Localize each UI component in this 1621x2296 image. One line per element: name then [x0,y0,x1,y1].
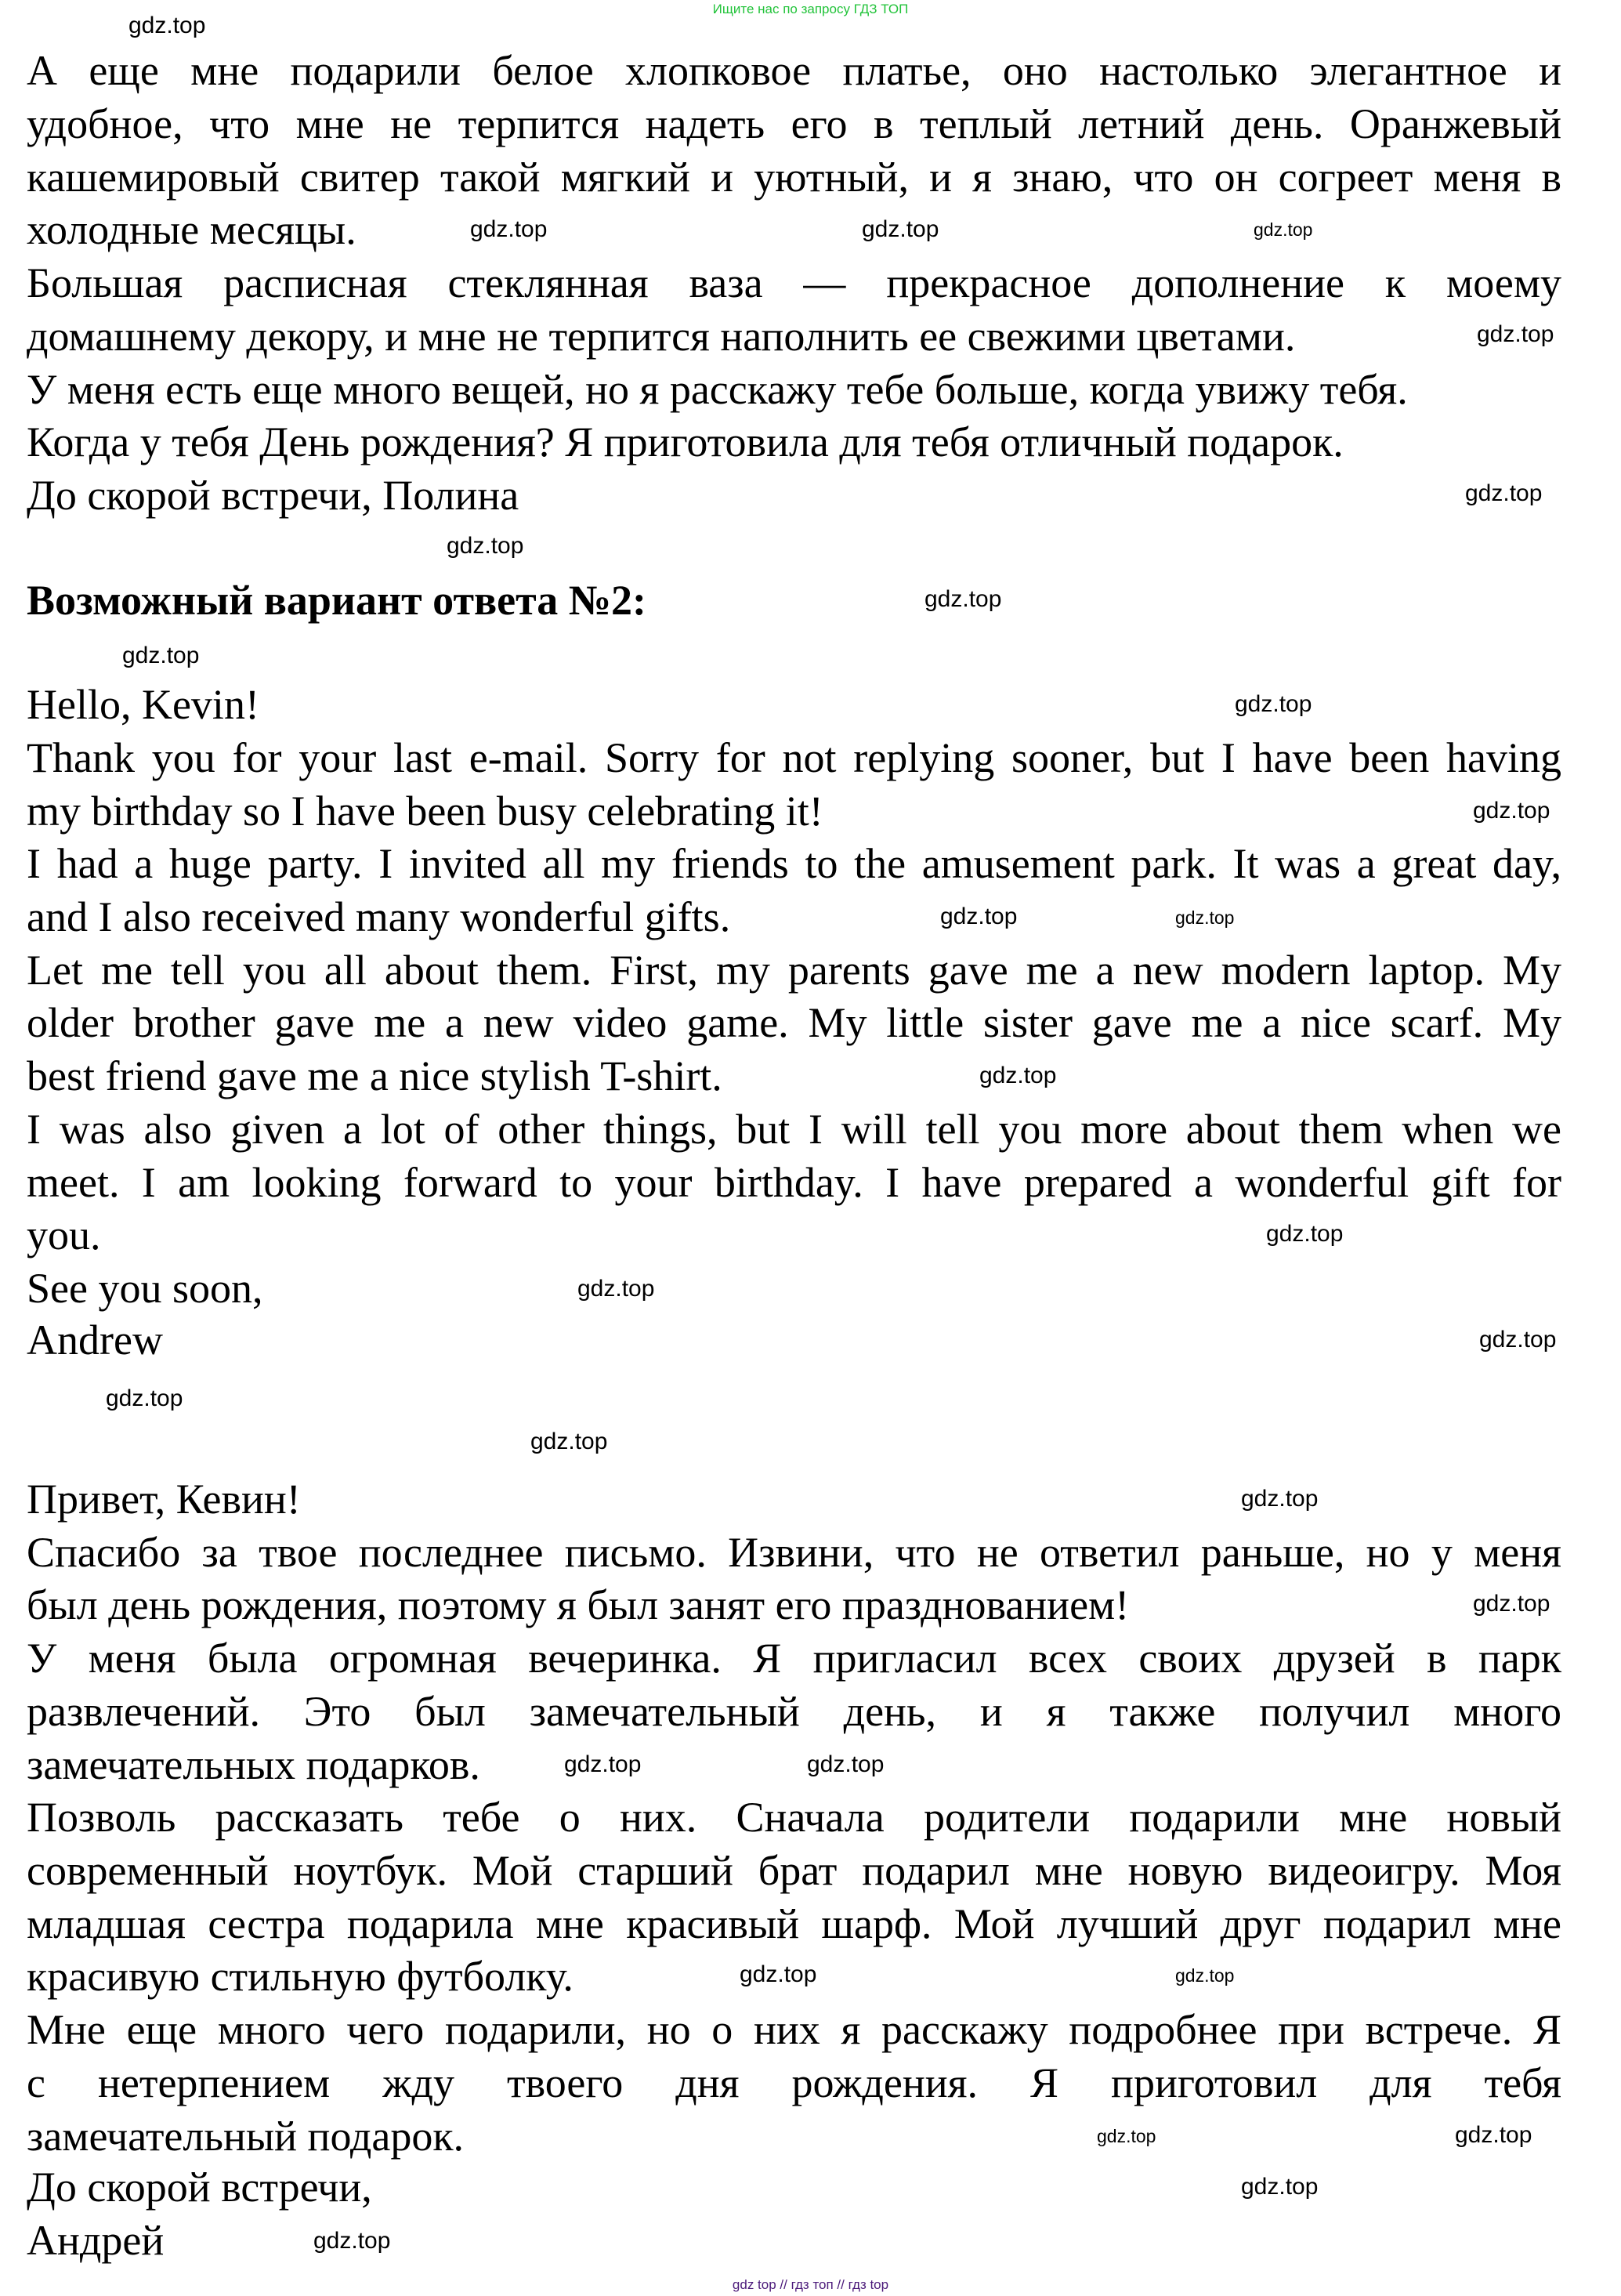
text-line: Hello, Kevin! [27,681,259,729]
text-line: Мне еще много чего подарили, но о них я расскажу подробнее при встрече. Я [27,2006,1561,2054]
watermark: gdz.top [1465,480,1543,506]
text-line: был день рождения, поэтому я был занят его празднованием! [27,1581,1130,1629]
text-line: best friend gave me a nice stylish T-shirt. [27,1052,722,1100]
text-line: замечательных подарков. [27,1740,480,1788]
watermark: gdz.top [1473,1591,1550,1617]
text-line: I was also given a lot of other things, but I will tell you more about them when we [27,1105,1561,1153]
watermark: gdz.top [924,586,1002,612]
search-hint-banner: Ищите нас по запросу ГДЗ ТОП [712,2,909,16]
watermark: gdz.top [1473,798,1550,824]
text-line: младшая сестра подарила мне красивый шарф. Мой лучший друг подарил мне [27,1899,1561,1947]
text-line: с нетерпением жду твоего дня рождения. Я приготовил для тебя [27,2059,1561,2106]
watermark: gdz.top [1455,2122,1532,2148]
watermark: gdz.top [1477,321,1554,347]
text-line: удобное, что мне не терпится надеть его в теплый летний день. Оранжевый [27,100,1561,147]
text-line: Андрей [27,2217,165,2265]
watermark: gdz.top [564,1751,642,1777]
watermark: gdz.top [807,1751,885,1777]
text-line: современный ноутбук. Мой старший брат подарил мне новую видеоигру. Моя [27,1846,1561,1894]
text-line: До скорой встречи, Полина [27,472,519,520]
text-line: Привет, Кевин! [27,1475,301,1523]
text-line: Andrew [27,1316,163,1363]
text-line: красивую стильную футболку. [27,1953,574,2001]
text-line: Большая расписная стеклянная ваза — прекрасное дополнение к моему [27,259,1561,307]
text-line: meet. I am looking forward to your birthday. I have prepared a wonderful gift for [27,1158,1561,1206]
watermark: gdz.top [1241,1486,1319,1512]
watermark: gdz.top [1175,1965,1235,1986]
watermark: gdz.top [1175,907,1235,928]
watermark: gdz.top [979,1063,1057,1088]
text-line: Позволь рассказать тебе о них. Сначала родители подарили мне новый [27,1794,1561,1842]
text-line: Когда у тебя День рождения? Я приготовила для тебя отличный подарок. [27,418,1344,466]
watermark: gdz.top [1241,2174,1319,2200]
text-line: and I also received many wonderful gifts. [27,893,731,940]
text-line: my birthday so I have been busy celebrating it! [27,787,823,835]
watermark: gdz.top [1254,219,1313,240]
section-heading: Возможный вариант ответа №2: [27,576,647,624]
text-line: Спасибо за твое последнее письмо. Извини, что не ответил раньше, но у меня [27,1528,1561,1576]
watermark: gdz.top [940,904,1018,929]
watermark: gdz.top [470,216,548,242]
watermark: gdz.top [740,1961,817,1987]
watermark: gdz.top [1235,691,1312,717]
text-line: У меня есть еще много вещей, но я расскажу тебе больше, когда увижу тебя. [27,365,1408,413]
text-line: холодные месяцы. [27,206,356,254]
watermark: gdz.top [577,1276,655,1302]
text-line: кашемировый свитер такой мягкий и уютный, и я знаю, что он согреет меня в [27,153,1561,201]
text-line: you. [27,1211,101,1259]
text-line: I had a huge party. I invited all my friends to the amusement park. It was a great day, [27,840,1561,888]
text-line: Thank you for your last e-mail. Sorry for not replying sooner, but I have been having [27,733,1561,781]
text-line: До скорой встречи, [27,2164,372,2211]
watermark: gdz.top [447,533,524,559]
text-line: замечательный подарок. [27,2112,465,2160]
text-line: А еще мне подарили белое хлопковое платье, оно настолько элегантное и [27,47,1561,95]
watermark: gdz.top [128,13,206,38]
watermark: gdz.top [1097,2126,1156,2146]
watermark: gdz.top [530,1429,608,1454]
text-line: older brother gave me a new video game. My little sister gave me a nice scarf. My [27,999,1561,1047]
footer-watermark: gdz top // гдз топ // гдз top [732,2277,889,2292]
text-line: See you soon, [27,1264,263,1312]
watermark: gdz.top [122,643,200,668]
text-line: Let me tell you all about them. First, my parents gave me a new modern laptop. My [27,946,1561,994]
text-line: развлечений. Это был замечательный день, и я также получил много [27,1687,1561,1735]
watermark: gdz.top [313,2228,391,2254]
watermark: gdz.top [1479,1327,1557,1353]
watermark: gdz.top [862,216,939,242]
text-line: У меня была огромная вечеринка. Я пригласил всех своих друзей в парк [27,1635,1561,1682]
text-line: домашнему декору, и мне не терпится наполнить ее свежими цветами. [27,312,1296,360]
watermark: gdz.top [106,1385,183,1411]
watermark: gdz.top [1266,1221,1344,1247]
